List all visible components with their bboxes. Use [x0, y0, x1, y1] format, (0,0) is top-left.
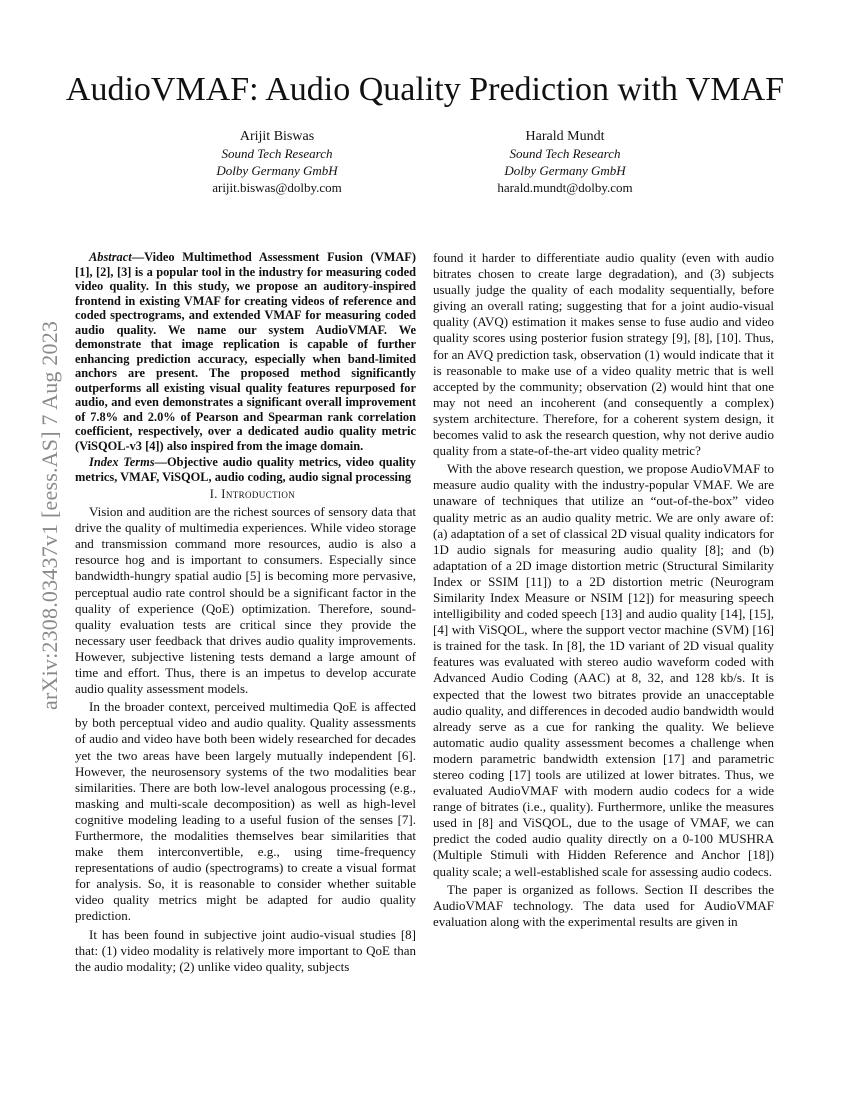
abstract-label: Abstract	[89, 250, 132, 264]
index-terms	[75, 455, 416, 484]
author-affiliation: Dolby Germany GmbH	[504, 163, 626, 178]
body-paragraph: Vision and audition are the richest sources of sensory data that drive the quality of multimedia experiences. While video storage and transmission command more resources, audio is also a resource hog and is important to consumers. Especially since bandwidth-hungry spatial audio [5] is becoming more pervasive, perceptual audio rate control should be a significant factor in the quality of experience (QoE) optimization. Therefore, sound-quality evaluation tests are critical since they provide the necessary user feedback that drives audio quality improvements. However, subjective listening tests demand a large amount of time and effort. Thus, there is an impetus to develop accurate audio quality assessment models.	[75, 504, 416, 697]
body-paragraph: It has been found in subjective joint audio-visual studies [8] that: (1) video modality is relatively more important to QoE than the audio modality; (2) unlike video quality, subjects	[75, 926, 416, 974]
author-email: harald.mundt@dolby.com	[497, 180, 633, 195]
body-paragraph: The paper is organized as follows. Section II describes the AudioVMAF technology. The data used for AudioVMAF evaluation along with the experimental results are given in	[433, 881, 774, 929]
author-block-1	[127, 128, 427, 196]
body-paragraph: found it harder to differentiate audio quality (even with audio bitrates chosen to create large degradation), and (3) subjects usually judge the quality of each modality sequentially, before giving an overall rating; suggesting that for a joint audio-visual quality (AVQ) estimation it makes sense to fuse audio and video quality scores using posterior fusion strategy [9], [8], [10]. Thus, for an AVQ prediction task, observation (1) would indicate that it is reasonable to make use of a video quality metric that is well accepted by the community; observation (2) would hint that one may not need an incoherent (and consequently a complex) system architecture. Therefore, for a coherent system design, it becomes valid to ask the research question, why not derive audio quality from a state-of-the-art video quality metric?	[433, 250, 774, 459]
abstract-text: —Video Multimethod Assessment Fusion (VMAF) [1], [2], [3] is a popular tool in the industry for measuring coded video quality. In this study, we propose an auditory-inspired frontend in existing VMAF for creating videos of reference and coded spectrograms, and extended VMAF for measuring coded audio quality. We name our system AudioVMAF. We demonstrate that image replication is capable of further enhancing prediction accuracy, especially when band-limited anchors are present. The proposed method significantly outperforms all existing visual quality features repurposed for audio, and even demonstrates a significant overall improvement of 7.8% and 2.0% of Pearson and Spearman rank correlation coefficient, respectively, over a dedicated audio quality metric (ViSQOL-v3 [4]) also inspired from the image domain.	[75, 250, 416, 453]
author-name: Arijit Biswas	[239, 129, 315, 144]
right-column	[433, 250, 774, 930]
index-terms-label: Index Terms	[89, 455, 155, 469]
author-email: arijit.biswas@dolby.com	[212, 180, 342, 195]
abstract	[75, 250, 416, 453]
paper-title: AudioVMAF: Audio Quality Prediction with VMAF	[65, 71, 785, 108]
author-affiliation: Sound Tech Research	[509, 146, 621, 161]
body-paragraph: In the broader context, perceived multimedia QoE is affected by both perceptual video and audio quality. Quality assessments of audio and video have both been widely researched for decades yet the two areas have been largely mutually independent [6]. However, the neurosensory systems of the two modalities bear similarities. There are both low-level analogous processing (e.g., masking and multi-scale decomposition) as well as high-level cognitive modeling leading to a useful fusion of the senses [7]. Furthermore, the modalities themselves bear similarities that make them interconvertible, e.g., using time-frequency representations of audio (spectrograms) to create a visual format for analysis. So, it is reasonable to consider whether suitable video quality metrics might be adapted for audio quality prediction.	[75, 699, 416, 924]
body-paragraph: With the above research question, we propose AudioVMAF to measure audio quality with the industry-popular VMAF. We are unaware of techniques that utilize an “out-of-the-box” video quality metric as an audio quality metric. We are only aware of: (a) adaptation of a set of classical 2D visual quality indicators for 1D audio signals for measuring audio quality [8]; and (b) adaptation of a 2D image distortion metric (Structural Similarity Index or SSIM [11]) to a 2D distortion metric (Neurogram Similarity Index Measure or NSIM [12]) for measuring speech intelligibility and coded speech [13] and audio quality [14], [15], [4] with ViSQOL, where the support vector machine (SVM) [16] is trained for the task. In [8], the 1D variant of 2D visual quality features was evaluated with stereo audio waveform coded with Advanced Audio Coding (AAC) at 8, 32, and 128 kb/s. It is expected that the lowest two bitrates provide an unacceptable audio quality, and differences in decoded audio bandwidth would already serve as a cue for ranking the quality. We believe automatic audio quality assessment becomes a challenge when modern parametric bandwidth extension [17] and parametric stereo coding [17] tools are utilized at lower bitrates. Thus, we evaluated AudioVMAF with modern audio codecs for a wide range of bitrates (i.e., quality). Furthermore, unlike the measures used in [8] and ViSQOL, due to the usage of VMAF, we can predict the coded audio quality directly on a 0-100 MUSHRA (Multiple Stimuli with Hidden Reference and Anchor [18]) quality scale; a well-established scale for assessing audio codecs.	[433, 461, 774, 879]
section-heading: I. Introduction	[209, 487, 296, 501]
author-block-2	[415, 128, 715, 196]
author-affiliation: Dolby Germany GmbH	[216, 163, 338, 178]
author-name: Harald Mundt	[525, 129, 605, 144]
index-terms-text: —Objective audio quality metrics, video quality metrics, VMAF, ViSQOL, audio coding, audio signal processing	[75, 455, 416, 484]
arxiv-identifier-stamp: arXiv:2308.03437v1 [eess.AS] 7 Aug 2023	[37, 320, 62, 710]
left-column	[75, 250, 416, 975]
author-affiliation: Sound Tech Research	[221, 146, 333, 161]
